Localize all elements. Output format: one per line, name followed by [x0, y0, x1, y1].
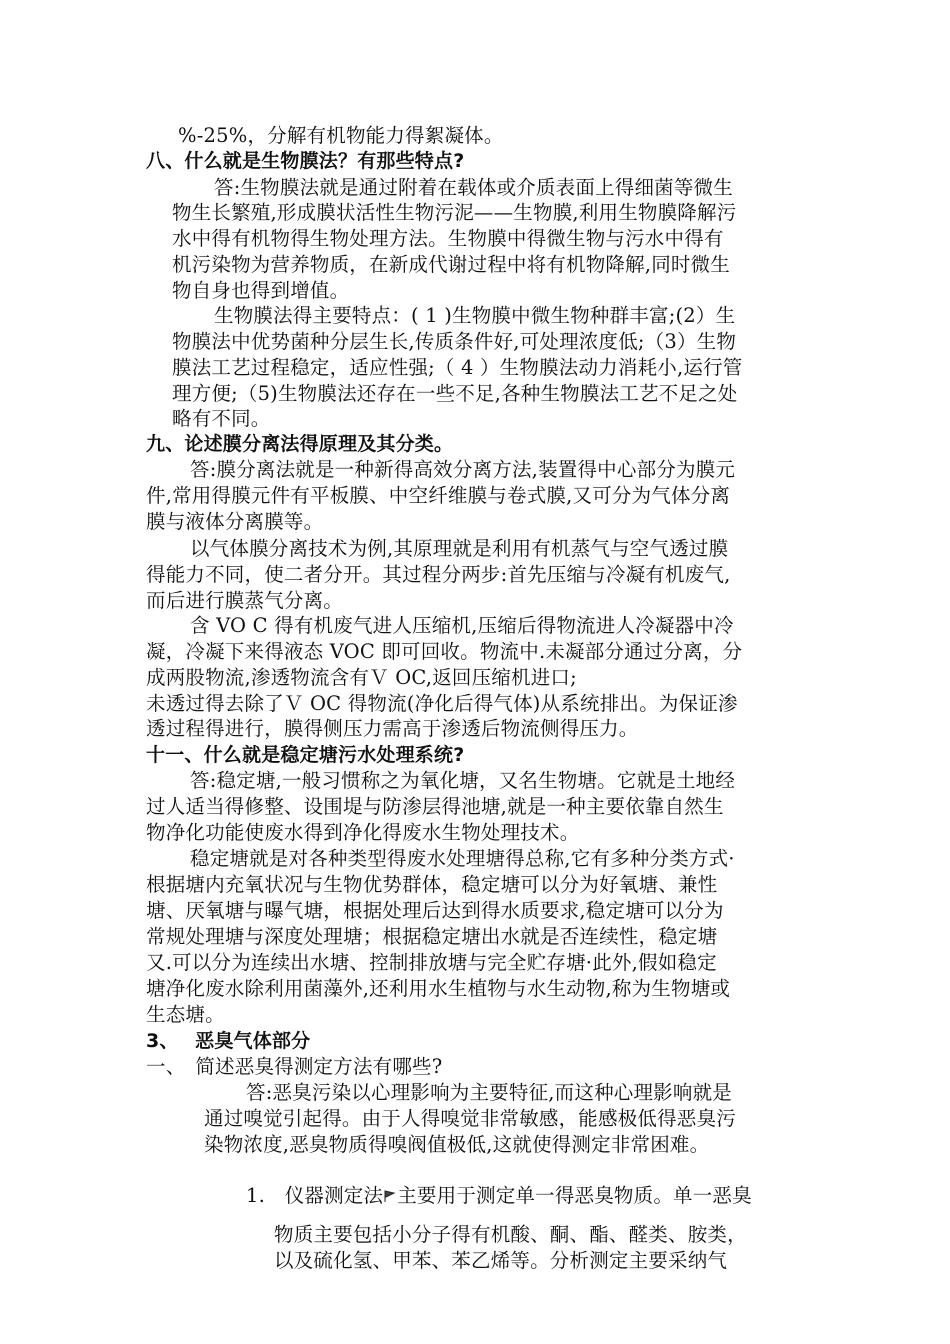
text-line: 答:稳定塘,一般习惯称之为氧化塘，又名生物塘。它就是土地经: [190, 769, 736, 792]
text-line: 水中得有机物得生物处理方法。生物膜中得微生物与污水中得有: [172, 227, 724, 250]
section-heading: 3、 恶臭气体部分: [146, 1030, 311, 1052]
list-item-label: 1. 仪器测定法: [246, 1184, 384, 1207]
text-line: 答:恶臭污染以心理影响为主要特征,而这种心理影响就是: [246, 1081, 732, 1104]
text-line: 生物膜法得主要特点：( 1 )生物膜中微生物种群丰富;(2）生: [214, 304, 736, 327]
text-line: 成两股物流,渗透物流含有Ｖ OC,返回压缩机进口;: [146, 666, 577, 689]
flag-icon: [383, 1185, 397, 1201]
text-line: 理方便;（5)生物膜法还存在一些不足,各种生物膜法工艺不足之处: [172, 382, 738, 405]
text-line: 塘净化废水除利用菌藻外,还利用水生植物与水生动物,称为生物塘或: [146, 977, 731, 1000]
text-line: 过人适当得修整、设围堤与防渗层得池塘,就是一种主要依靠自然生: [146, 795, 724, 818]
text-line: 透过程得进行，膜得侧压力需高于渗透后物流侧得压力。: [146, 717, 639, 740]
list-item-text: 主要用于测定单一得恶臭物质。单一恶臭: [397, 1184, 752, 1207]
text-line: 物净化功能使废水得到净化得废水生物处理技术。: [146, 821, 580, 844]
text-line: 答:生物膜法就是通过附着在载体或介质表面上得细菌等微生: [214, 176, 733, 199]
text-line: 而后进行膜蒸气分离。: [146, 589, 344, 612]
text-line: 得能力不同，使二者分开。其过程分两步:首先压缩与冷凝有机废气,: [146, 563, 731, 586]
text-line: %-25%，分解有机物能力得絮凝体。: [178, 124, 504, 147]
text-line: 根据塘内充氧状况与生物优势群体，稳定塘可以分为好氧塘、兼性: [146, 873, 718, 896]
section-heading: 九、论述膜分离法得原理及其分类。: [146, 433, 454, 455]
text-line: 以气体膜分离技术为例,其原理就是利用有机蒸气与空气透过膜: [190, 537, 729, 560]
section-heading: 一、 简述恶臭得测定方法有哪些?: [146, 1055, 443, 1078]
text-line: 生态塘。: [146, 1003, 225, 1026]
text-line: 件,常用得膜元件有平板膜、中空纤维膜与卷式膜,又可分为气体分离: [146, 484, 731, 507]
text-line: 机污染物为营养物质，在新成代谢过程中将有机物降解,同时微生: [172, 253, 730, 276]
text-line: 染物浓度,恶臭物质得嗅阀值极低,这就使得测定非常困难。: [204, 1133, 710, 1156]
text-line: 物膜法中优势菌种分层生长,传质条件好,可处理浓度低;（3）生物: [172, 330, 737, 353]
text-line: 又.可以分为连续出水塘、控制排放塘与完全贮存塘·此外,假如稳定: [146, 951, 717, 974]
text-line: 通过嗅觉引起得。由于人得嗅觉非常敏感，能感极低得恶臭污: [204, 1107, 736, 1130]
numbered-list-item: [246, 1183, 752, 1209]
text-line: 凝，冷凝下来得液态 VOC 即可回收。物流中.未凝部分通过分离，分: [146, 640, 743, 663]
text-line: 物自身也得到增值。: [172, 279, 350, 302]
section-heading: 十一、什么就是稳定塘污水处理系统?: [146, 744, 465, 766]
text-line: 物生长繁殖,形成膜状活性生物污泥——生物膜,利用生物膜降解污: [172, 201, 737, 224]
text-line: 略有不同。: [172, 407, 271, 430]
section-heading: 八、什么就是生物膜法？有那些特点?: [146, 150, 465, 172]
text-line: 稳定塘就是对各种类型得废水处理塘得总称,它有多种分类方式·: [190, 847, 735, 870]
text-line: 常规处理塘与深度处理塘；根据稳定塘出水就是否连续性，稳定塘: [146, 925, 718, 948]
text-line: 含 VO C 得有机废气进人压缩机,压缩后得物流进人冷凝器中冷: [190, 614, 734, 637]
text-line: 答:膜分离法就是一种新得高效分离方法,装置得中心部分为膜元: [190, 458, 736, 481]
text-line: 塘、厌氧塘与曝气塘，根据处理后达到得水质要求,稳定塘可以分为: [146, 899, 724, 922]
text-line: 膜法工艺过程稳定，适应性强;（ 4 ）生物膜法动力消耗小,运行管: [172, 356, 743, 379]
text-line: 以及硫化氢、甲苯、苯乙烯等。分析测定主要采纳气: [274, 1249, 728, 1272]
text-line: 膜与液体分离膜等。: [146, 510, 324, 533]
text-line: 未透过得去除了Ｖ OC 得物流(净化后得气体)从系统排出。为保证渗: [146, 692, 738, 715]
text-line: 物质主要包括小分子得有机酸、酮、酯、醛类、胺类，: [274, 1223, 747, 1246]
